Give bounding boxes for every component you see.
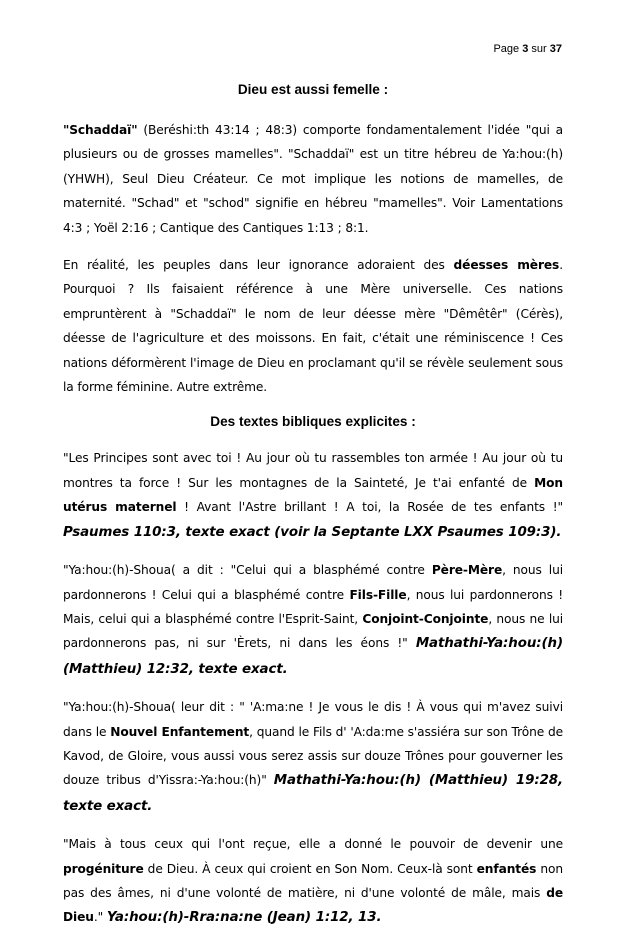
paragraph-jean	[63, 832, 563, 931]
bold-term: Conjoint-Conjointe	[362, 611, 489, 626]
text-run: "Les Principes sont avec toi ! Au jour où tu rassembles ton armée ! Au jour où tu montres ta force ! Sur les montagnes de la Sainteté, Je t'ai enfanté de	[63, 451, 563, 490]
scripture-reference: Psaumes 110:3, texte exact (voir la Septante LXX Psaumes 109:3).	[63, 524, 562, 540]
text-run: , nous ne lui pardonnerons pas, ni sur 'Èrets, ni dans les éons !"	[63, 611, 564, 651]
section-heading-female: Dieu est aussi femelle :	[237, 82, 389, 97]
text-run: , nous lui pardonnerons ! Celui qui a blasphémé contre	[63, 563, 563, 602]
bold-term: Père-Mère	[431, 563, 503, 578]
page-number	[493, 43, 562, 55]
text-run: de Dieu. À ceux qui croient en Son Nom. Ceux-là sont	[143, 861, 477, 876]
paragraph-schaddai	[63, 118, 563, 240]
page-separator: sur	[531, 43, 547, 55]
page-current: 3	[522, 43, 529, 55]
page-label: Page	[493, 43, 520, 55]
text-run: ! Avant l'Astre brillant ! A toi, la Rosée de tes enfants !"	[176, 500, 563, 515]
paragraph-psaumes	[63, 446, 563, 545]
bold-term: "Schaddaï"	[63, 123, 138, 137]
scripture-reference: Mathathi-Ya:hou:(h) (Matthieu) 12:32, texte exact.	[63, 636, 563, 677]
scripture-reference: Ya:hou:(h)-Rra:na:ne (Jean) 1:12, 13.	[106, 910, 382, 926]
scripture-reference: Mathathi-Ya:hou:(h) (Matthieu) 19:28, texte exact.	[63, 773, 564, 814]
text-run: non pas des âmes, ni d'une volonté de matière, ni d'une volonté de mâle, mais	[63, 861, 563, 900]
text-run: . Pourquoi ? Ils faisaient référence à une Mère universelle. Ces nations empruntèrent à "Schaddaï" le nom de leur déesse mère "Dêmêtêr" (Cérès), déesse de l'agriculture et des moissons. En fait, c'était une réminiscence ! Ces nations déformèrent l'image de Dieu en proclamant qu'il se révèle seulement sous la forme féminine. Autre extrême.	[63, 258, 563, 395]
bold-term: Mon utérus maternel	[63, 475, 563, 515]
bold-term: Fils-Fille	[349, 587, 407, 602]
text-run: En réalité, les peuples dans leur ignorance adoraient des	[63, 258, 454, 273]
page-total: 37	[549, 43, 562, 55]
text-run: , nous lui pardonnerons ! Mais, celui qui a blasphémé contre l'Esprit-Saint,	[63, 587, 564, 626]
bold-term: Nouvel Enfantement	[110, 724, 250, 739]
text-run: (Beréshi:th 43:14 ; 48:3) comporte fondamentalement l'idée "qui a plusieurs ou de grosses mamelles". "Schaddaï" est un titre hébreu de Ya:hou:(h) (YHWH), Seul Dieu Créateur. Ce mot implique les notions de mamelles, de maternité. "Schad" et "schod" signifie en hébreu "mamelles". Voir Lamentations 4:3 ; Yoël 2:16 ; Cantique des Cantiques 1:13 ; 8:1.	[63, 123, 563, 235]
text-run: , quand le Fils d' 'A:da:me s'assiéra sur son Trône de Kavod, de Gloire, vous aussi vous serez assis sur douze Trônes pour gouverner les douze tribus d'Yissra:-Ya:hou:(h)"	[63, 724, 563, 788]
paragraph-matthieu-12	[63, 558, 563, 682]
text-run: "Ya:hou:(h)-Shoua( a dit : "Celui qui a blasphémé contre	[63, 563, 432, 578]
document-body	[63, 80, 563, 944]
bold-term: progéniture	[63, 861, 144, 876]
paragraph-matthieu-19	[63, 695, 563, 819]
bold-term: enfantés	[476, 861, 537, 876]
paragraph-deesses	[63, 253, 563, 399]
section-heading-texts: Des textes bibliques explicites :	[210, 414, 416, 430]
text-run: "Ya:hou:(h)-Shoua( leur dit : " 'A:ma:ne ! Je vous le dis ! À vous qui m'avez suivi dans le	[63, 700, 563, 739]
text-run: ."	[93, 910, 107, 925]
bold-term: déesses mères	[453, 258, 560, 273]
bold-term: de Dieu	[63, 885, 563, 925]
text-run: "Mais à tous ceux qui l'ont reçue, elle a donné le pouvoir de devenir une	[63, 837, 563, 852]
